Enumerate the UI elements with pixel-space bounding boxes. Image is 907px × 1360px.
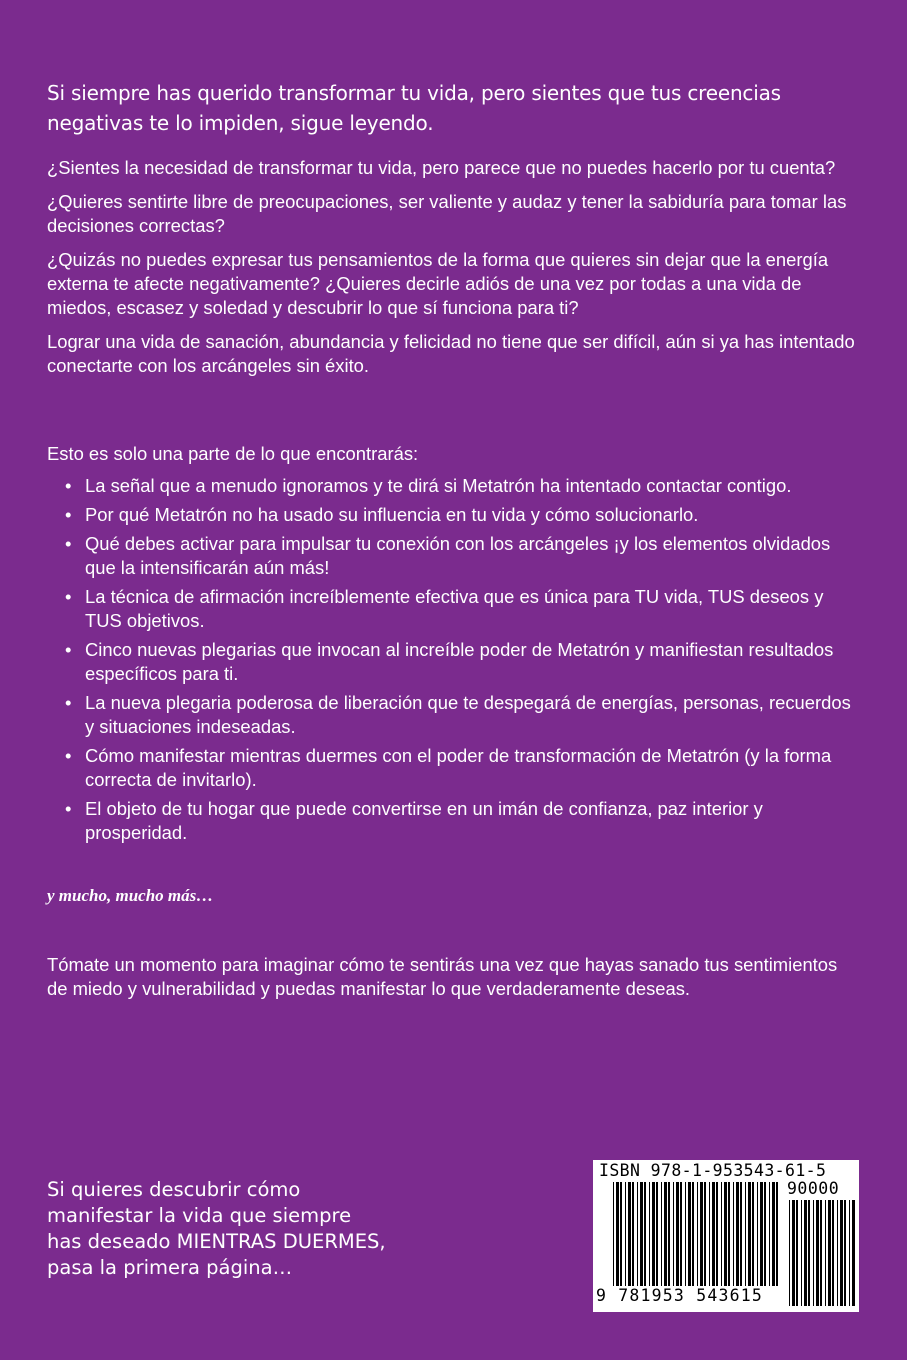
barcode-bar — [769, 1182, 770, 1286]
barcode-bar — [760, 1182, 763, 1286]
barcode-bar — [652, 1182, 655, 1286]
cta-line: Si quieres descubrir cómo — [47, 1178, 301, 1201]
barcode-bar — [649, 1182, 650, 1286]
list-item — [65, 503, 862, 527]
barcode-bar — [825, 1200, 826, 1306]
barcode-bar — [628, 1182, 631, 1286]
bullet-icon: • — [65, 639, 72, 660]
list-item — [65, 638, 862, 686]
barcode-bar — [804, 1200, 807, 1306]
barcode-bar — [640, 1182, 643, 1286]
barcode-bar — [820, 1200, 822, 1306]
list-item-text: La nueva plegaria poderosa de liberación que te despegará de energías, personas, recuerdos y situaciones indeseadas. — [85, 692, 851, 737]
barcode-bar — [736, 1182, 739, 1286]
more-tagline: y mucho, mucho más… — [47, 886, 214, 905]
barcode-bar — [837, 1200, 838, 1306]
barcode-bar — [740, 1182, 742, 1286]
barcode-bar — [764, 1182, 766, 1286]
list-item-text: Cinco nuevas plegarias que invocan al increíble poder de Metatrón y manifiestan resultados específicos para ti. — [85, 639, 834, 684]
list-item — [65, 585, 862, 633]
barcode-bar — [620, 1182, 622, 1286]
feature-list-section — [47, 442, 862, 850]
list-item-text: Qué debes activar para impulsar tu conexión con los arcángeles ¡y los elementos olvidados que la intensificarán aún más! — [85, 533, 831, 578]
cta-line: pasa la primera página… — [47, 1256, 293, 1279]
barcode-bar — [661, 1182, 662, 1286]
barcode-bar — [816, 1200, 819, 1306]
barcode-bar — [801, 1200, 802, 1306]
barcode-bar — [724, 1182, 727, 1286]
barcode-bar — [700, 1182, 703, 1286]
paragraph: ¿Sientes la necesidad de transformar tu vida, pero parece que no puedes hacerlo por tu cuenta? — [47, 157, 836, 178]
list-item — [65, 744, 862, 792]
barcode-bar — [632, 1182, 634, 1286]
barcode-bar — [676, 1182, 679, 1286]
barcode-bar — [613, 1182, 614, 1286]
barcode-bar — [852, 1200, 855, 1306]
barcode-bar — [808, 1200, 810, 1306]
barcode-bar — [728, 1182, 730, 1286]
barcode-bar — [685, 1182, 686, 1286]
cta-line: manifestar la vida que siempre — [47, 1204, 352, 1227]
bullet-icon: • — [65, 798, 72, 819]
barcode-bar — [832, 1200, 834, 1306]
barcode-bar — [704, 1182, 706, 1286]
barcode-bar — [680, 1182, 682, 1286]
barcode-bar — [668, 1182, 670, 1286]
price-code: 90000 — [787, 1179, 840, 1198]
barcode-bar — [752, 1182, 754, 1286]
barcode-bar — [692, 1182, 694, 1286]
paragraph: Lograr una vida de sanación, abundancia y felicidad no tiene que ser difícil, aún si ya has intentado conectarte con los arcángeles sin éxito. — [47, 331, 855, 376]
barcode-bar — [792, 1200, 795, 1306]
barcode-bar — [664, 1182, 667, 1286]
barcode-bar — [776, 1182, 778, 1286]
list-item-text: Por qué Metatrón no ha usado su influencia en tu vida y cómo solucionarlo. — [85, 504, 699, 525]
barcode-bar — [712, 1182, 715, 1286]
paragraph: ¿Quizás no puedes expresar tus pensamientos de la forma que quieres sin dejar que la energía externa te afecte negativamente? ¿Quieres decirle adiós de una vez por todas a una vida de miedos, escasez y soledad y descubrir lo que sí funciona para ti? — [47, 249, 829, 318]
barcode-bar — [849, 1200, 850, 1306]
barcode-bar — [625, 1182, 626, 1286]
paragraph: ¿Quieres sentirte libre de preocupaciones, ser valiente y audaz y tener la sabiduría para tomar las decisiones correctas? — [47, 191, 847, 236]
barcode-bar — [844, 1200, 846, 1306]
barcode-bar — [745, 1182, 746, 1286]
bullet-icon: • — [65, 692, 72, 713]
barcode-bar — [840, 1200, 843, 1306]
bullet-icon: • — [65, 475, 72, 496]
barcode-bar — [828, 1200, 831, 1306]
bullet-icon: • — [65, 504, 72, 525]
barcode-bar — [721, 1182, 722, 1286]
barcode-bar — [697, 1182, 698, 1286]
barcode-bar — [796, 1200, 798, 1306]
cta-line: has deseado MIENTRAS DUERMES, — [47, 1230, 386, 1253]
bullet-icon: • — [65, 533, 72, 554]
list-item — [65, 532, 862, 580]
barcode-bar — [673, 1182, 674, 1286]
barcode-bar — [748, 1182, 751, 1286]
barcode-bar — [757, 1182, 758, 1286]
list-item-text: El objeto de tu hogar que puede convertirse en un imán de confianza, paz interior y prosperidad. — [85, 798, 763, 843]
list-item-text: La señal que a menudo ignoramos y te dirá si Metatrón ha intentado contactar contigo. — [85, 475, 792, 496]
call-to-action — [47, 1177, 427, 1281]
barcode-bar — [789, 1200, 790, 1306]
barcode-bar — [688, 1182, 691, 1286]
headline: Si siempre has querido transformar tu vida, pero sientes que tus creencias negativas te lo impiden, sigue leyendo. — [47, 81, 781, 135]
list-intro: Esto es solo una parte de lo que encontrarás: — [47, 443, 419, 464]
closing-paragraph: Tómate un momento para imaginar cómo te sentirás una vez que hayas sanado tus sentimientos de miedo y vulnerabilidad y puedas manifestar lo que verdaderamente deseas. — [47, 954, 838, 999]
barcode-bar — [733, 1182, 734, 1286]
bullet-icon: • — [65, 745, 72, 766]
feature-list — [47, 474, 862, 845]
isbn-number: ISBN 978-1-953543-61-5 — [599, 1161, 827, 1180]
list-item — [65, 797, 862, 845]
barcode-bar — [644, 1182, 646, 1286]
description — [47, 156, 862, 388]
barcode-bar — [709, 1182, 710, 1286]
barcode-bar — [813, 1200, 814, 1306]
barcode-bar — [772, 1182, 775, 1286]
list-item — [65, 474, 862, 498]
bullet-icon: • — [65, 586, 72, 607]
isbn-barcode — [593, 1160, 859, 1312]
list-item — [65, 691, 862, 739]
barcode-bar — [637, 1182, 638, 1286]
list-item-text: Cómo manifestar mientras duermes con el poder de transformación de Metatrón (y la forma correcta de invitarlo). — [85, 745, 832, 790]
list-item-text: La técnica de afirmación increíblemente efectiva que es única para TU vida, TUS deseos y TUS objetivos. — [85, 586, 824, 631]
barcode-bar — [616, 1182, 619, 1286]
ean-number: 9 781953 543615 — [596, 1286, 764, 1305]
barcode-bar — [656, 1182, 658, 1286]
barcode-bar — [716, 1182, 718, 1286]
